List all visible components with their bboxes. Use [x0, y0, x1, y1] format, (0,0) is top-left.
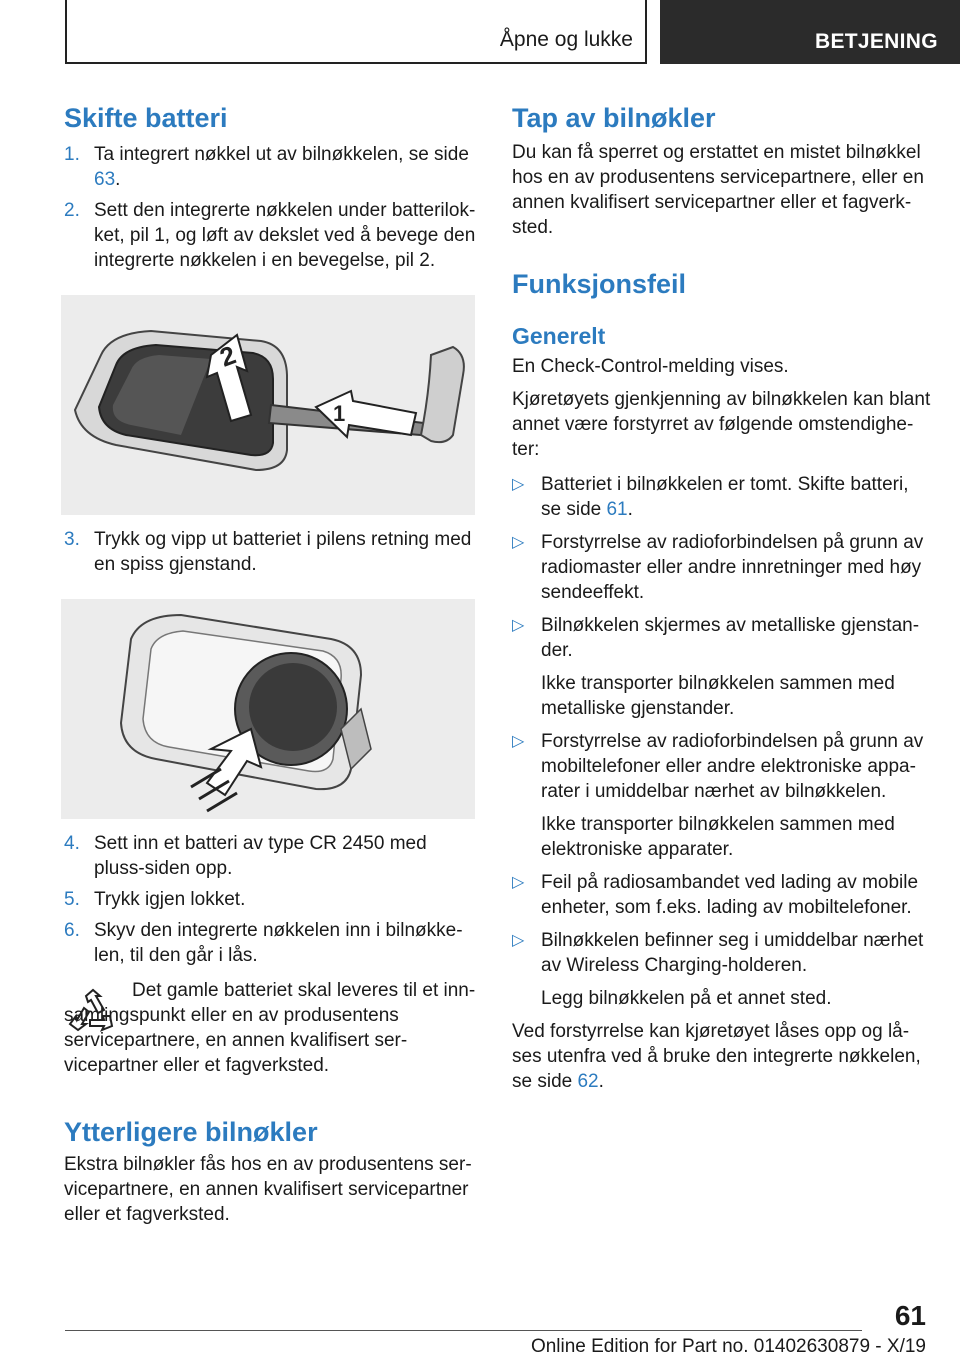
step-5 [64, 887, 478, 912]
section-title: Åpne og lukke [499, 28, 633, 51]
bullet-triangle-icon: ▷ [512, 476, 525, 493]
bullet-triangle-icon: ▷ [512, 617, 525, 634]
list-item [512, 870, 932, 920]
recycle-note-text: Det gamle batteriet skal leveres til et innsamlingspunkt eller en av produsentens servicepartnere, en annen kvalifisert servicepartner eller et fagverksted. [64, 980, 476, 1076]
step-3 [64, 527, 478, 577]
closing-text-body: Ved forstyrrelse kan kjøretøyet låses opp og låses utenfra ved å bruke den integrerte nøkkelen, se side [512, 1021, 921, 1092]
recycle-icon [66, 986, 120, 1040]
step-number: 6. [64, 920, 80, 941]
step-text: Skyv den integrerte nøkkelen inn i bilnøkkelen, til den går i lås. [94, 920, 463, 966]
arrow-label-1: 1 [333, 401, 346, 426]
bullet-text: Bilnøkkelen skjermes av metalliske gjenstander. [541, 615, 920, 661]
arrow-label-2: 2 [215, 339, 240, 373]
step-1 [64, 142, 478, 192]
recycle-note [64, 978, 478, 1078]
heading-general: Generelt [512, 323, 606, 349]
footer-divider [65, 1330, 862, 1331]
general-text-2: Kjøretøyets gjenkjenning av bilnøkkelen kan blant annet være forstyrret av følgende omstendigheter: [512, 389, 931, 460]
step-6 [64, 918, 478, 968]
step-text-end: . [115, 169, 121, 190]
list-item [512, 613, 932, 663]
key-illustration [61, 295, 475, 515]
bullet-text: Batteriet i bilnøkkelen er tomt. Skifte batteri, se side [541, 474, 909, 520]
step-text: Trykk igjen lokket. [94, 889, 246, 910]
bullet-note: Ikke transporter bilnøkkelen sammen med metalliske gjenstander. [541, 673, 895, 719]
chapter-tab: BETJENING [660, 0, 960, 64]
step-text: Ta integrert nøkkel ut av bilnøkkelen, se side [94, 144, 469, 165]
list-item [512, 472, 932, 522]
heading-extra-keys: Ytterligere bilnøkler [64, 1117, 318, 1147]
list-item [512, 530, 932, 605]
right-column [512, 100, 932, 1094]
heading-malfunction: Funksjonsfeil [512, 269, 687, 299]
header-section-box [65, 0, 647, 64]
closing-text-end: . [598, 1071, 604, 1092]
step-text: Trykk og vipp ut batteriet i pilens retning med en spiss gjenstand. [94, 529, 472, 575]
general-text-1: En Check-Control-melding vises. [512, 356, 789, 377]
heading-change-battery: Skifte batteri [64, 103, 228, 133]
bullet-text: Forstyrrelse av radioforbindelsen på grunn av radiomaster eller andre innretninger med høy sendeeffekt. [541, 532, 924, 603]
bullet-text: Bilnøkkelen befinner seg i umiddelbar nærhet av Wireless Charging-holderen. [541, 930, 924, 976]
heading-key-loss: Tap av bilnøkler [512, 103, 716, 133]
key-battery-figure [61, 295, 475, 515]
extra-keys-text: Ekstra bilnøkler fås hos en av produsentens servicepartnere, en annen kvalifisert servicepartner eller et fagverksted. [64, 1154, 472, 1225]
step-2 [64, 198, 478, 273]
bullet-note: Ikke transporter bilnøkkelen sammen med elektroniske apparater. [541, 814, 895, 860]
page-number: 61 [894, 1300, 926, 1331]
key-loss-text: Du kan få sperret og erstattet en mistet bilnøkkel hos en av produsentens servicepartnere, eller en annen kvalifisert servicepartner eller et fagverksted. [512, 142, 924, 238]
bullet-note: Legg bilnøkkelen på et annet sted. [541, 988, 832, 1009]
step-number: 2. [64, 200, 80, 221]
step-number: 4. [64, 833, 80, 854]
page-link-61[interactable]: 61 [606, 499, 628, 520]
battery-removal-figure [61, 599, 475, 819]
battery-illustration [61, 599, 475, 819]
bullet-triangle-icon: ▷ [512, 874, 525, 891]
bullet-triangle-icon: ▷ [512, 932, 525, 949]
left-column [64, 100, 478, 1227]
bullet-triangle-icon: ▷ [512, 733, 525, 750]
closing-text [512, 1019, 932, 1094]
bullet-triangle-icon: ▷ [512, 534, 525, 551]
footer-edition: Online Edition for Part no. 01402630879 - X/19 [530, 1336, 926, 1357]
bullet-text: Feil på radiosambandet ved lading av mobile enheter, som f.eks. lading av mobiltelefoner. [541, 872, 919, 918]
step-number: 3. [64, 529, 80, 550]
step-number: 5. [64, 889, 80, 910]
bullet-text: Forstyrrelse av radioforbindelsen på grunn av mobiltelefoner eller andre elektroniske apparater i umiddelbar nærhet av bilnøkkelen. [541, 731, 924, 802]
bullet-text-end: . [627, 499, 633, 520]
list-item [512, 729, 932, 804]
page-link-62[interactable]: 62 [577, 1071, 599, 1092]
step-text: Sett inn et batteri av type CR 2450 med pluss-siden opp. [94, 833, 427, 879]
step-number: 1. [64, 144, 80, 165]
step-4 [64, 831, 478, 881]
page-link-63[interactable]: 63 [94, 169, 116, 190]
step-text: Sett den integrerte nøkkelen under batterilokket, pil 1, og løft av dekslet ved å bevege den integrerte nøkkelen i en bevegelse, pil 2. [94, 200, 476, 271]
list-item [512, 928, 932, 978]
